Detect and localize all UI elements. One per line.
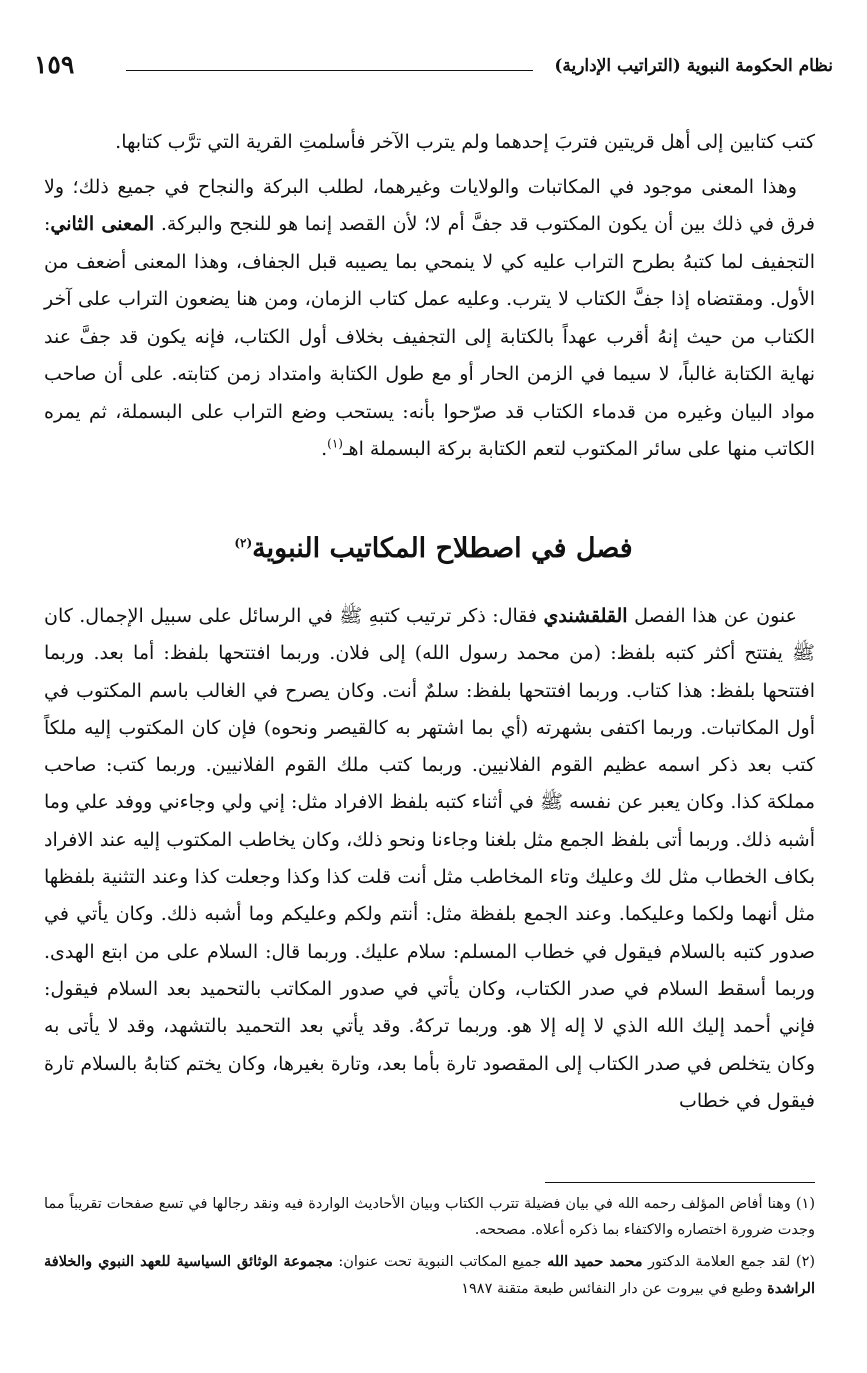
page-number: ١٥٩: [34, 50, 75, 79]
section-heading: فصل في اصطلاح المكاتيب النبوية$^{(٢)}$: [234, 533, 633, 564]
author-name: محمد حميد الله: [547, 1253, 643, 1270]
author-name: القلقشندي: [543, 605, 628, 627]
header-rule: [126, 70, 533, 71]
paragraph: عنون عن هذا الفصل القلقشندي فقال: ذكر ترتيب كتبهِ ﷺ في الرسائل على سبيل الإجمال. كان ﷺ يفتتح أكثر كتبه بلفظ: (من محمد رسول الله) إلى فلان. وربما افتتحها بلفظ: أما بعد. وربما افتتحها بلفظ: هذا كتاب. وربما افتتحها بلفظ: سلمٌ أنت. وكان يصرح في الغالب باسم المكتوب في أول المكاتبات. وربما اكتفى بشهرته (أي بما اشتهر به كالقيصر ونحوه) فإن كان المكتوب إليه ملكاً كتب بعد ذكر اسمه عظيم القوم الفلانيين. وربما كتب ملك القوم الفلانيين. وربما كتب: صاحب مملكة كذا. وكان يعبر عن نفسه ﷺ في أثناء كتبه بلفظ الافراد مثل: إني ولي وجاءني ووفد علي وما أشبه ذلك. وربما أتى بلفظ الجمع مثل بلغنا وجاءنا ونحو ذلك، وكان يخاطب المكتوب إليه عند الافراد بكاف الخطاب مثل لك وعليك وتاء المخاطب مثل أنت قلت كذا وكذا وجعلت كذا وعند التثنية بلفظها مثل أنهما ولكما وعليكما. وعند الجمع بلفظة مثل: أنتم ولكم وعليكم وما أشبه ذلك. وكان يأتي في صدور كتبه بالسلام فيقول في خطاب المسلم: سلام عليك. وربما قال: السلام على من ابتع الهدى. وربما أسقط السلام في صدر الكتاب، وكان يأتي في صدور المكاتب بالتحميد بعد السلام فيقول: فإني أحمد إليك الله الذي لا إله إلا هو. وربما تركهُ. وقد يأتي بعد التحميد بالتشهد، وقد لا يأتى به وكان يتخلص في صدر الكتاب إلى المقصود تارة بأما بعد، وتارة بغيرها، وكان يختم كتابهُ بالسلام تارة فيقول في خطاب: [44, 605, 815, 1112]
footnote-2: (٢) لقد جمع العلامة الدكتور محمد حميد الله جميع المكاتب النبوية تحت عنوان: مجموعة الوثائق السياسية للعهد النبوي والخلافة الراشدة وطبع في بيروت عن دار النفائس طبعة متقنة ١٩٨٧: [44, 1253, 816, 1297]
footnote-ref: (٢): [234, 536, 253, 550]
footnotes: [44, 1192, 815, 1308]
page-header: [34, 48, 833, 88]
book-title: مجموعة الوثائق السياسية للعهد النبوي والخلافة الراشدة: [44, 1253, 815, 1297]
footnote-ref: (١): [327, 436, 343, 451]
section2-text: [44, 598, 815, 1120]
bold-label: المعنى الثاني: [50, 213, 155, 235]
section1-text: [44, 124, 815, 469]
footnote-1: (١) وهنا أفاض المؤلف رحمه الله في بيان فضيلة تترب الكتاب وبيان الأحاديث الواردة فيه ونقد رجالها في تسع صفحات تقريباً مما وجدت ضرورة اختصاره والاكتفاء بما ذكره أعلاه. مصححه.: [44, 1196, 815, 1238]
paragraph: كتب كتابين إلى أهل قريتين فتربَ إحدهما ولم يترب الآخر فأسلمتِ القرية التي ترَّب كتابها.: [115, 131, 815, 153]
paragraph: وهذا المعنى موجود في المكاتبات والولايات وغيرهما، لطلب البركة والنجاح في جميع ذلك؛ ولا فرق في ذلك بين أن يكون المكتوب قد جفَّ أم لا؛ لأن القصد إنما هو للنجح والبركة. المعنى الثاني: التجفيف لما كتبهُ بطرح التراب عليه كي لا ينمحي بما يصيبه قبل الجفاف، وهذا المعنى أضعف من الأول. ومقتضاه إذا جفَّ الكتاب لا يترب. وعليه عمل كتاب الزمان، ومن هنا يضعون التراب على آخر الكتاب من حيث إنهُ أقرب عهداً بالكتابة إلى التجفيف بخلاف أول الكتاب، فإنه يكون قد جفَّ عند نهاية الكتابة غالباً، لا سيما في الزمن الحار أو مع طول الكتابة وامتداد زمن كتابته. على أن صاحب مواد البيان وغيره من قدماء الكتاب قد صرّحوا بأنه: يستحب وضع التراب على البسملة، ثم يمره الكاتب منها على سائر المكتوب لتعم الكتابة بركة البسملة اهـ$^{(١)}$.: [44, 175, 816, 460]
running-title: نظام الحكومة النبوية (التراتيب الإدارية): [554, 56, 833, 76]
footnote-rule: [545, 1182, 815, 1183]
